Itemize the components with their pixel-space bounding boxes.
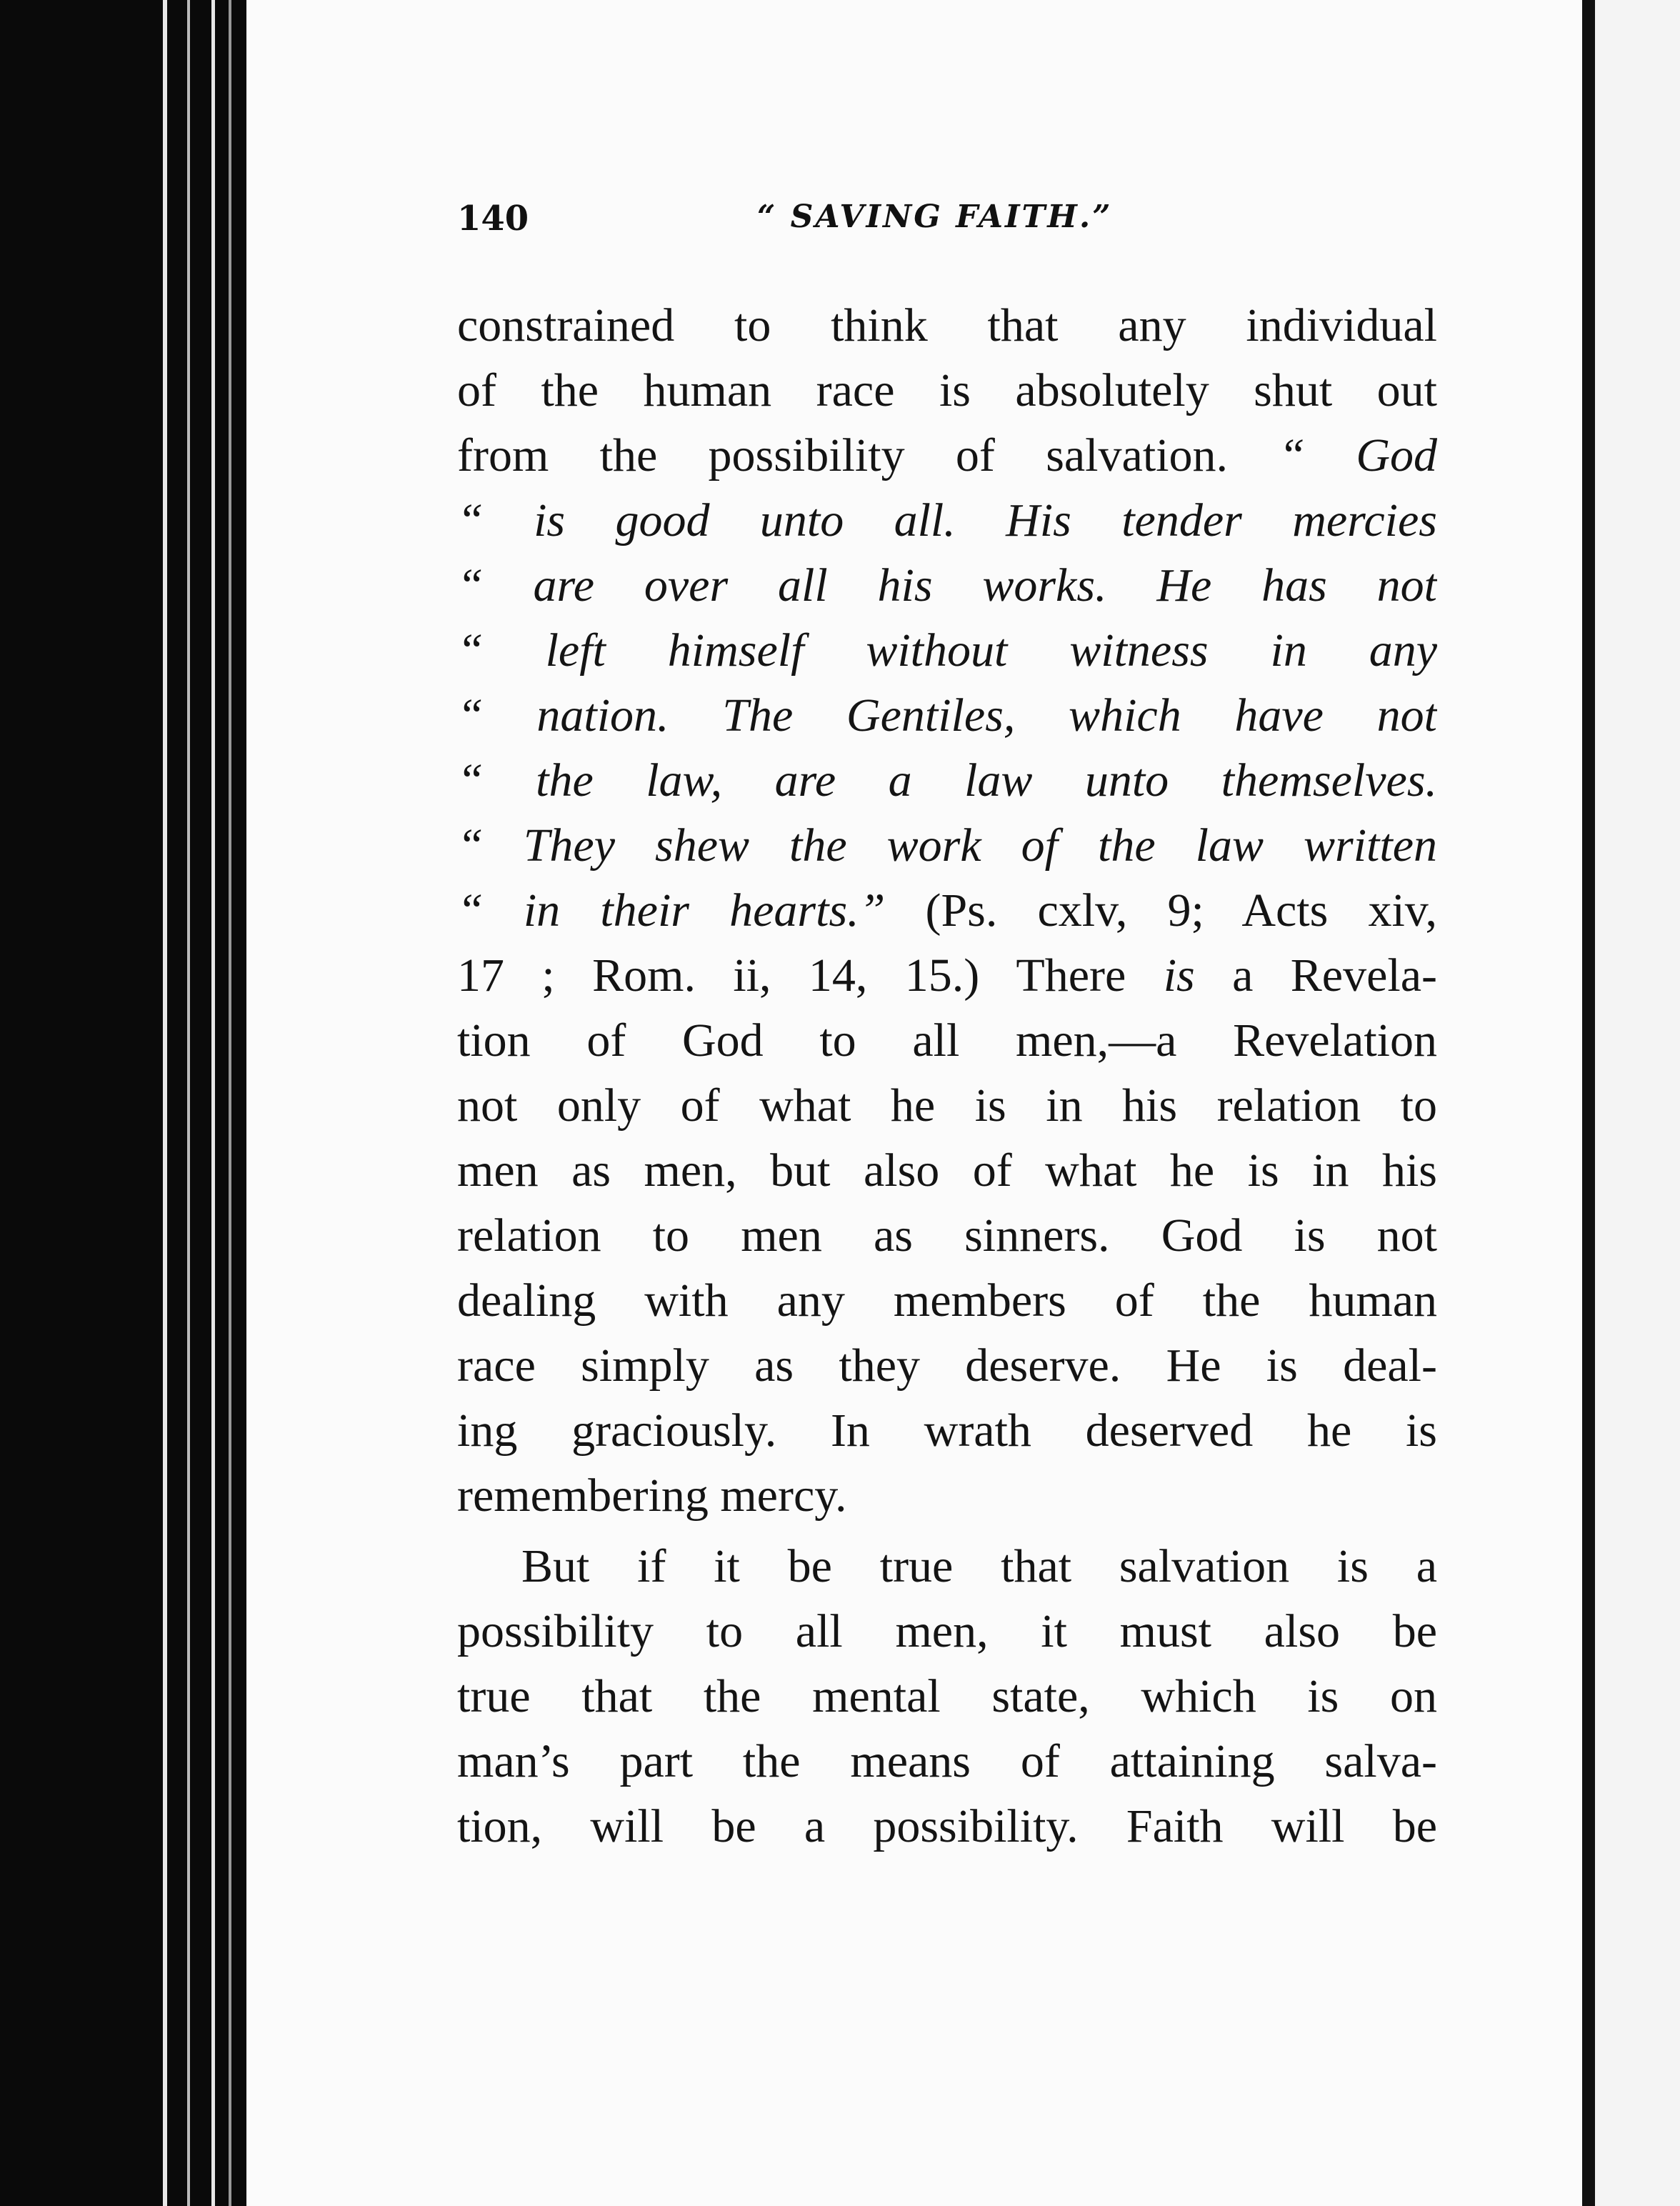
body-text xyxy=(457,293,1437,1859)
text-segment: from the possibility of salvation. xyxy=(457,429,1279,481)
text-segment: men as men, but also of what he is in his xyxy=(457,1144,1437,1197)
text-line xyxy=(457,1794,1437,1859)
text-line xyxy=(457,878,1437,943)
text-segment: But if it be true that salvation is a xyxy=(521,1540,1437,1592)
text-segment: dealing with any members of the human xyxy=(457,1274,1437,1327)
text-line xyxy=(457,1729,1437,1794)
text-line xyxy=(457,1333,1437,1398)
text-line xyxy=(457,1599,1437,1664)
text-segment: possibility to all men, it must also be xyxy=(457,1605,1437,1657)
text-segment: remembering mercy. xyxy=(457,1469,847,1522)
text-line xyxy=(457,358,1437,423)
text-segment: of the human race is absolutely shut out xyxy=(457,364,1437,416)
text-line xyxy=(457,1008,1437,1073)
text-segment: 17 ; Rom. ii, 14, 15.) There xyxy=(457,949,1164,1002)
text-segment: constrained to think that any individual xyxy=(457,299,1437,351)
page-edge-line xyxy=(229,0,231,2206)
italic-text-segment: “ left himself without witness in any xyxy=(457,624,1437,677)
text-line xyxy=(457,943,1437,1008)
text-line xyxy=(457,618,1437,683)
text-line xyxy=(457,1664,1437,1729)
text-line xyxy=(457,488,1437,553)
text-line xyxy=(457,748,1437,813)
text-segment: race simply as they deserve. He is deal- xyxy=(457,1339,1437,1392)
text-line xyxy=(457,1534,1437,1599)
text-line xyxy=(457,423,1437,488)
page-header xyxy=(457,199,1443,249)
page-edge-line xyxy=(211,0,215,2206)
text-line xyxy=(457,1138,1437,1203)
text-line xyxy=(457,1203,1437,1268)
text-segment: not only of what he is in his relation to xyxy=(457,1079,1437,1132)
gutter-shadow xyxy=(1582,0,1595,2206)
page-number: 140 xyxy=(457,199,529,239)
page-edge-line xyxy=(163,0,167,2206)
text-line xyxy=(457,1073,1437,1138)
text-line xyxy=(457,813,1437,878)
page-edge-line xyxy=(187,0,190,2206)
italic-text-segment: “ are over all his works. He has not xyxy=(457,559,1437,612)
italic-text-segment: “ the law, are a law unto themselves. xyxy=(457,754,1437,807)
text-line xyxy=(457,1268,1437,1333)
text-line xyxy=(457,293,1437,358)
text-segment: true that the mental state, which is on xyxy=(457,1670,1437,1722)
italic-text-segment: “ is good unto all. His tender mercies xyxy=(457,494,1437,546)
text-line xyxy=(457,683,1437,748)
text-line xyxy=(457,1398,1437,1463)
text-line xyxy=(457,553,1437,618)
text-segment: ing graciously. In wrath deserved he is xyxy=(457,1404,1437,1457)
text-segment: tion of God to all men,—a Revelation xyxy=(457,1014,1437,1067)
italic-text-segment: “ nation. The Gentiles, which have not xyxy=(457,689,1437,742)
text-line xyxy=(457,1463,1437,1528)
italic-text-segment: is xyxy=(1163,949,1195,1002)
text-segment: a Revela- xyxy=(1194,949,1437,1002)
text-segment: relation to men as sinners. God is not xyxy=(457,1209,1437,1262)
italic-text-segment: “ God xyxy=(1279,429,1437,481)
text-segment: tion, will be a possibility. Faith will be xyxy=(457,1800,1437,1852)
italic-text-segment: “ in their hearts.” xyxy=(457,884,886,937)
facing-page-edge xyxy=(1595,0,1680,2206)
italic-text-segment: “ They shew the work of the law written xyxy=(457,819,1437,872)
text-segment: man’s part the means of attaining salva- xyxy=(457,1735,1437,1787)
running-head: “ SAVING FAITH.” xyxy=(757,199,1113,235)
text-segment: (Ps. cxlv, 9; Acts xiv, xyxy=(885,884,1437,937)
book-binding-edge xyxy=(0,0,246,2206)
